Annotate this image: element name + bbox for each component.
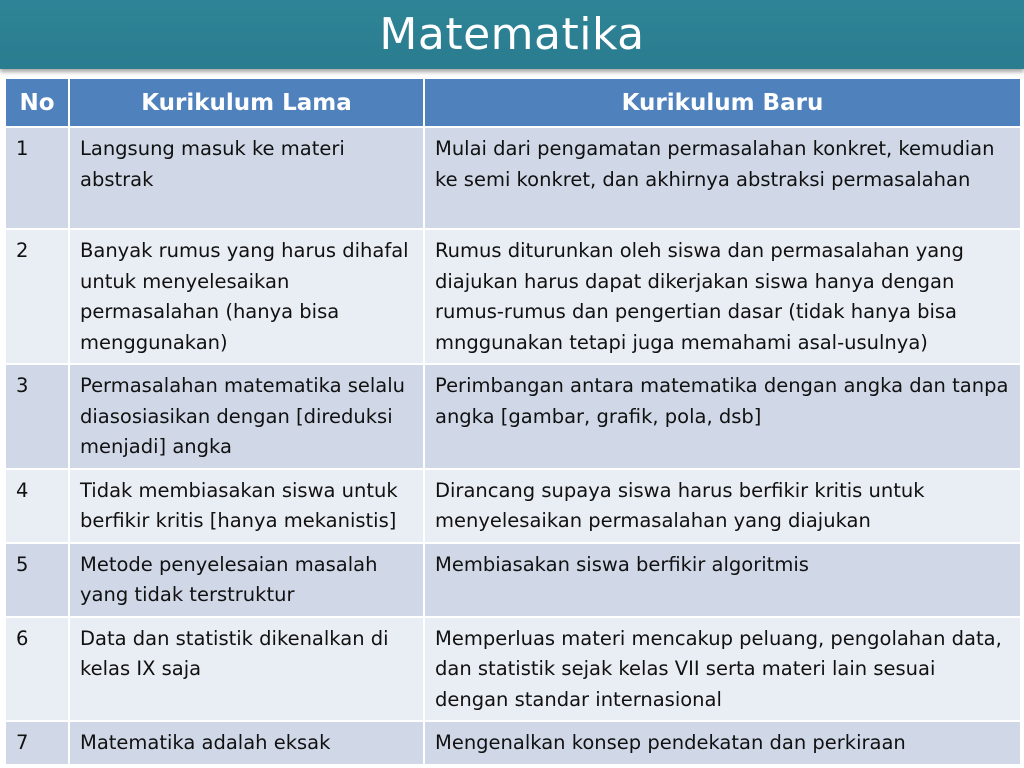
kurikulum-lama-cell: Banyak rumus yang harus dihafal untuk menyelesaikan permasalahan (hanya bisa menggunakan): [69, 229, 424, 364]
row-number: 3: [5, 364, 69, 469]
table-row: [5, 469, 1021, 543]
table-row: [5, 364, 1021, 469]
row-number: 6: [5, 617, 69, 722]
table-row: [5, 721, 1021, 765]
header-kurikulum-baru: Kurikulum Baru: [424, 78, 1021, 127]
header-no: No: [5, 78, 69, 127]
kurikulum-baru-cell: Membiasakan siswa berfikir algoritmis: [424, 543, 1021, 617]
table-row: [5, 229, 1021, 364]
kurikulum-baru-cell: Mengenalkan konsep pendekatan dan perkiraan: [424, 721, 1021, 765]
header-kurikulum-lama: Kurikulum Lama: [69, 78, 424, 127]
page-title: Matematika: [379, 9, 645, 60]
kurikulum-baru-cell: Perimbangan antara matematika dengan angka dan tanpa angka [gambar, grafik, pola, dsb]: [424, 364, 1021, 469]
kurikulum-lama-cell: Metode penyelesaian masalah yang tidak terstruktur: [69, 543, 424, 617]
table-row: [5, 543, 1021, 617]
kurikulum-lama-cell: Data dan statistik dikenalkan di kelas IX saja: [69, 617, 424, 722]
row-number: 4: [5, 469, 69, 543]
kurikulum-lama-cell: Langsung masuk ke materi abstrak: [69, 127, 424, 229]
kurikulum-baru-cell: Mulai dari pengamatan permasalahan konkret, kemudian ke semi konkret, dan akhirnya abstraksi permasalahan: [424, 127, 1021, 229]
row-number: 7: [5, 721, 69, 765]
curriculum-comparison-table: [4, 77, 1022, 766]
kurikulum-lama-cell: Matematika adalah eksak: [69, 721, 424, 765]
kurikulum-baru-cell: Rumus diturunkan oleh siswa dan permasalahan yang diajukan harus dapat dikerjakan siswa hanya dengan rumus-rumus dan pengertian dasar (tidak hanya bisa mnggunakan tetapi juga memahami asal-usulnya): [424, 229, 1021, 364]
kurikulum-baru-cell: Dirancang supaya siswa harus berfikir kritis untuk menyelesaikan permasalahan yang diajukan: [424, 469, 1021, 543]
row-number: 5: [5, 543, 69, 617]
table-row: [5, 617, 1021, 722]
kurikulum-lama-cell: Permasalahan matematika selalu diasosiasikan dengan [direduksi menjadi] angka: [69, 364, 424, 469]
table-row: [5, 127, 1021, 229]
title-bar: [0, 0, 1024, 69]
row-number: 1: [5, 127, 69, 229]
row-number: 2: [5, 229, 69, 364]
kurikulum-lama-cell: Tidak membiasakan siswa untuk berfikir kritis [hanya mekanistis]: [69, 469, 424, 543]
table-header-row: [5, 78, 1021, 127]
kurikulum-baru-cell: Memperluas materi mencakup peluang, pengolahan data, dan statistik sejak kelas VII serta materi lain sesuai dengan standar internasional: [424, 617, 1021, 722]
